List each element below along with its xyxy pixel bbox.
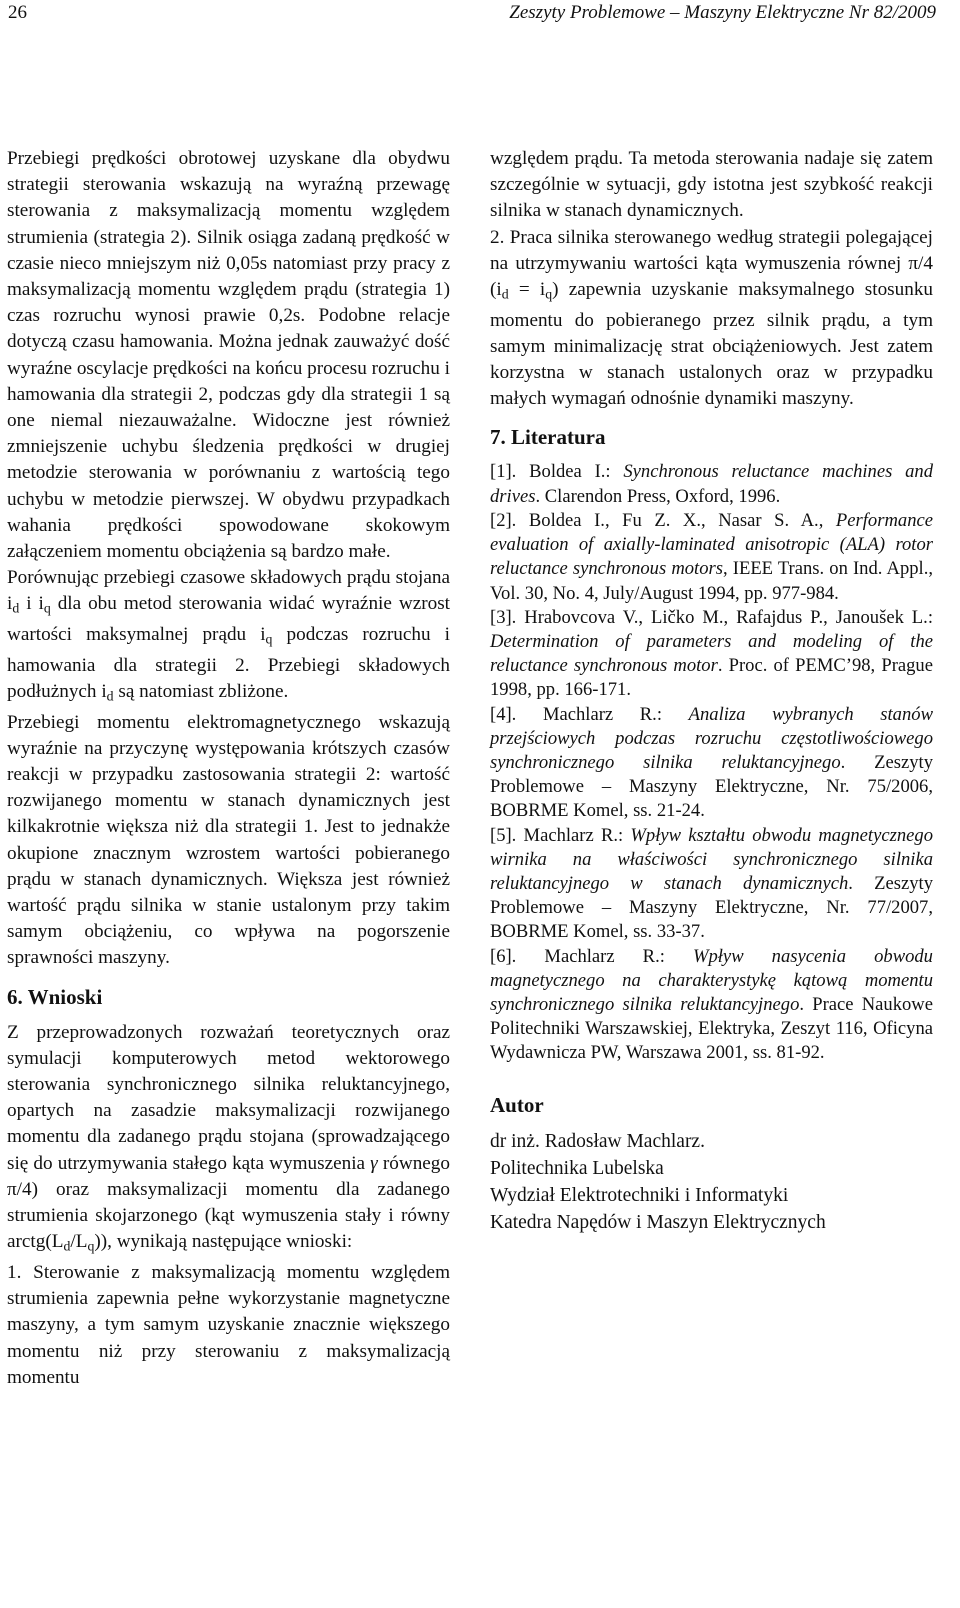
paragraph-conclusion-1-cont: względem prądu. Ta metoda sterowania nadaje się zatem szczególnie w sytuacji, gdy istotna jest szybkość reakcji silnika w stanach dynamicznych. bbox=[490, 148, 933, 222]
reference-item: [5]. Machlarz R.: Wpływ kształtu obwodu magnetycznego wirnika na właściwości synchronicznego silnika reluktancyjnego w stanach dynamicznych. Zeszyty Problemowe – Maszyny Elektryczne, Nr. 77/2007, BOBRME Komel, ss. 33-37. bbox=[490, 824, 933, 943]
paragraph-speed-comparison: Przebiegi prędkości obrotowej uzyskane dla obydwu strategii sterowania wskazują na wyraźną przewagę sterowania z maksymalizacją momentu względem strumienia (strategia 2). Silnik osiąga zadaną prędkość w czasie nieco mniejszym niż 0,05s natomiast przy pracy z maksymalizacją momentu względem prądu (strategia 1) czas rozruchu wynosi prawie 0,2s. Podobne relacje dotyczą czasu hamowania. Można jednak zauważyć dość wyraźne oscylacje prędkości na końcu procesu rozruchu i hamowania dla strategii 2, podczas gdy dla strategii 1 są one niemal niezauważalne. Widoczne jest również zmniejszenie uchybu śledzenia prędkości w drugiej metodzie sterowania w porównaniu z wartością tego uchybu w metodzie pierwszej. W obydwu przypadkach wahania prędkości spowodowane skokowym załączeniem momentu obciążenia są bardzo małe. bbox=[7, 148, 450, 563]
author-faculty: Wydział Elektrotechniki i Informatyki bbox=[490, 1184, 789, 1206]
paragraph-conclusions-intro: Z przeprowadzonych rozważań teoretycznych oraz symulacji komputerowych metod wektorowego sterowania synchronicznego silnika reluktancyjnego, opartych na zasadzie maksymalizacji rozwijanego momentu dla zadanego prądu stojana (sprowadzającego się do utrzymywania stałego kąta wymuszenia γ równego π/4) oraz maksymalizacji momentu dla zadanego strumienia skojarzonego (kąt wymuszenia stały i równy $arctg(L_d/L_q)$), wynikają następujące wnioski: bbox=[7, 1021, 450, 1254]
right-column bbox=[490, 146, 933, 1236]
page-header bbox=[8, 2, 952, 30]
author-university: Politechnika Lubelska bbox=[490, 1157, 664, 1179]
reference-item: [2]. Boldea I., Fu Z. X., Nasar S. A., Performance evaluation of axially-laminated anisotropic (ALA) rotor reluctance synchronous motors, IEEE Trans. on Ind. Appl., Vol. 30, No. 4, July/August 1994, pp. 977-984. bbox=[490, 509, 934, 604]
reference-item: [1]. Boldea I.: Synchronous reluctance machines and drives. Clarendon Press, Oxford, 1996. bbox=[490, 461, 933, 507]
page-number: 26 bbox=[8, 2, 27, 23]
reference-list bbox=[490, 460, 933, 1065]
author-name: dr inż. Radosław Machlarz. bbox=[490, 1130, 705, 1152]
paragraph-torque: Przebiegi momentu elektromagnetycznego wskazują wyraźnie na przyczynę występowania krótszych czasów reakcji w przypadku zastosowania strategii 2: wartość rozwijanego momentu w stanach dynamicznych jest kilkakrotnie większa niż dla strategii 1. Jest to jednakże okupione znacznym wzrostem wartości pobieranego prądu w stanach dynamicznych. Większa jest również wartość prądu silnika w stanie ustalonym przy takim samym obciążeniu, co wpływa na pogorszenie sprawności maszyny. bbox=[7, 711, 450, 969]
paragraph-conclusion-2: 2. Praca silnika sterowanego według strategii polegającej na utrzymywaniu wartości kąta wymuszenia równej π/4 $(i_d = i_q)$ zapewnia uzyskanie maksymalnego stosunku momentu do pobieranego przez silnik prądu, a tym samym minimalizację strat obciążeniowych. Jest zatem korzystna w stanach ustalonych oraz w przypadku małych wymagań odnośnie dynamiki maszyny. bbox=[490, 226, 934, 410]
section-heading-literature: 7. Literatura bbox=[490, 425, 606, 450]
paragraph-current-components: Porównując przebiegi czasowe składowych prądu stojana $i_d$ i $i_q$ dla obu metod sterowania widać wyraźnie wzrost wartości maksymalnej prądu $i_q$ podczas rozruchu i hamowania dla strategii 2. Przebiegi składowych podłużnych $i_d$ są natomiast zbliżone. bbox=[7, 567, 450, 704]
author-department: Katedra Napędów i Maszyn Elektrycznych bbox=[490, 1211, 826, 1233]
reference-item: [6]. Machlarz R.: Wpływ nasycenia obwodu magnetycznego na charakterystykę kątową momentu synchronicznego silnika reluktancyjnego. Prace Naukowe Politechniki Warszawskiej, Elektryka, Zeszyt 116, Oficyna Wydawnicza PW, Warszawa 2001, ss. 81-92. bbox=[490, 945, 933, 1064]
author-info bbox=[490, 1128, 933, 1236]
section-heading-conclusions: 6. Wnioski bbox=[7, 984, 103, 1009]
reference-item: [3]. Hrabovcova V., Ličko M., Rafajdus P., Janoušek L.: Determination of parameters and modeling of the reluctance synchronous motor. Proc. of PEMC’98, Prague 1998, pp. 166-171. bbox=[490, 606, 933, 701]
journal-title: Zeszyty Problemowe – Maszyny Elektryczne Nr 82/2009 bbox=[509, 2, 936, 23]
left-column bbox=[7, 146, 450, 1391]
section-heading-author: Autor bbox=[490, 1092, 544, 1117]
reference-item: [4]. Machlarz R.: Analiza wybranych stanów przejściowych podczas rozruchu częstotliwościowego synchronicznego silnika reluktancyjnego. Zeszyty Problemowe – Maszyny Elektryczne, Nr. 75/2006, BOBRME Komel, ss. 21-24. bbox=[490, 703, 933, 822]
paragraph-conclusion-1: 1. Sterowanie z maksymalizacją momentu względem strumienia zapewnia pełne wykorzystanie magnetyczne maszyny, a tym samym uzyskanie znacznie większego momentu niż przy sterowaniu z maksymalizacją momentu bbox=[7, 1261, 450, 1388]
